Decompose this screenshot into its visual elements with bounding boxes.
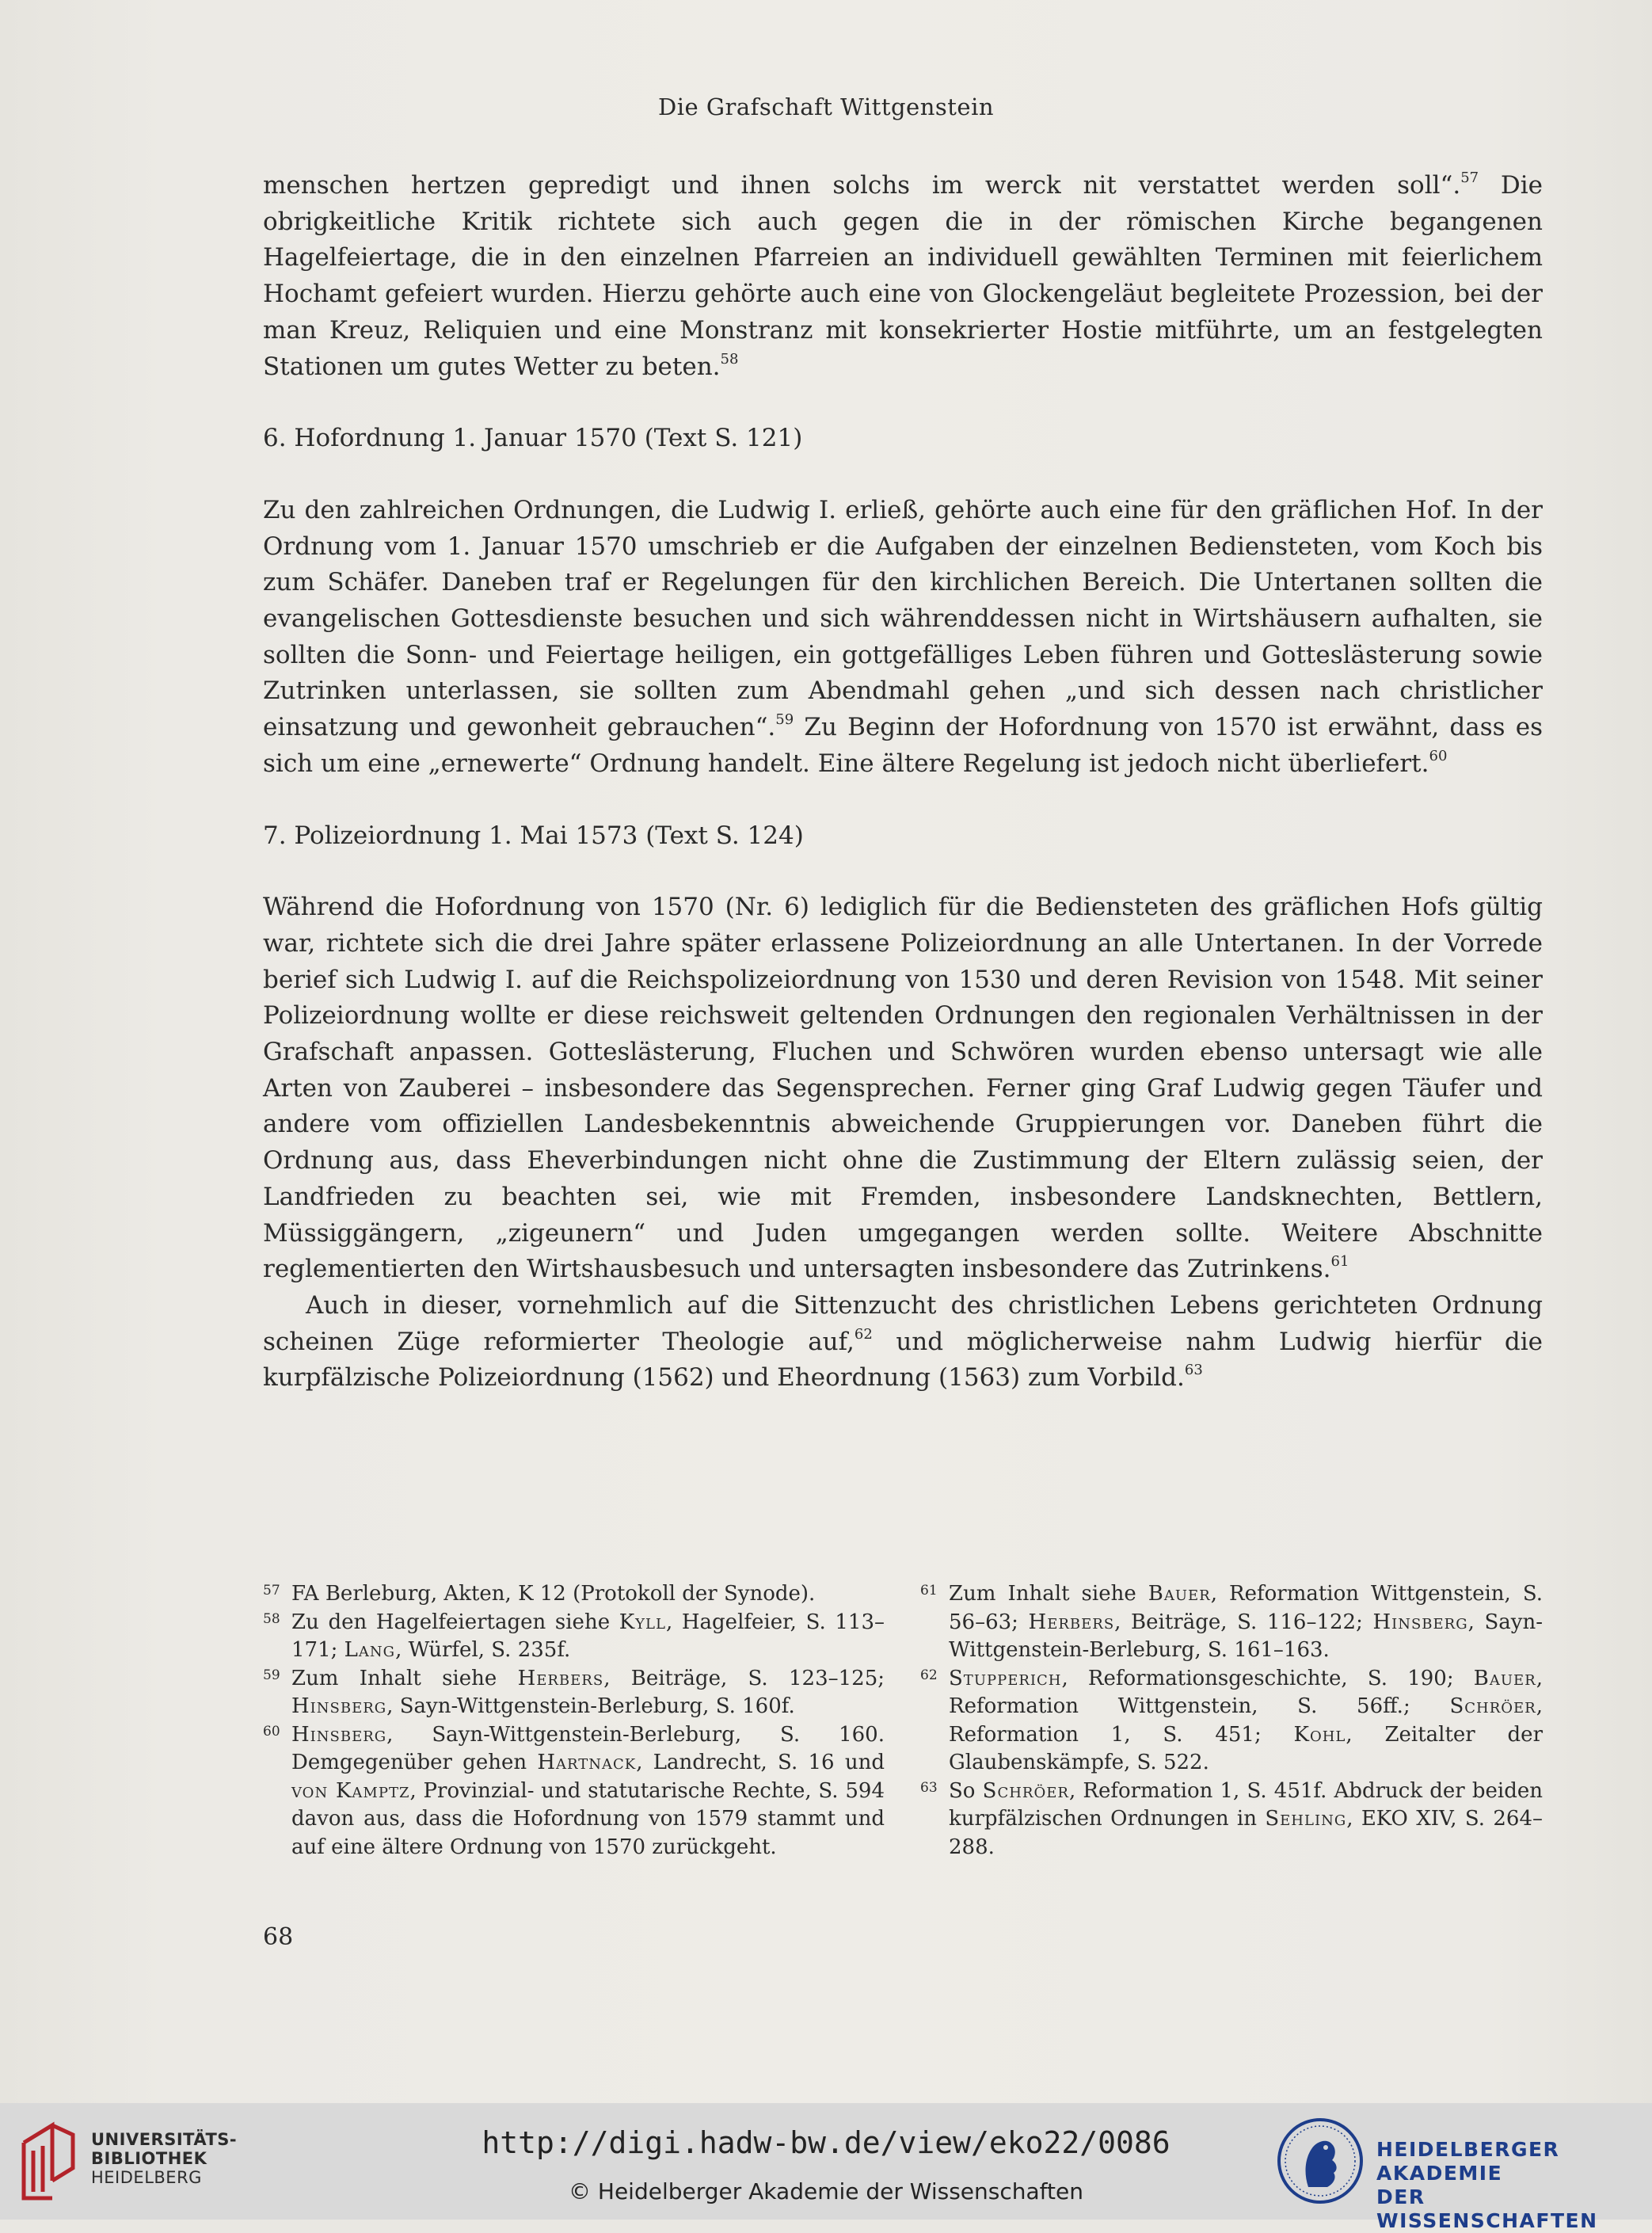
footnote-63: 63 So Schröer, Reformation 1, S. 451f. Abdruck der beiden kurpfälzischen Ordnungen in Sehling, EKO XIV, S. 264–288. — [920, 1778, 1544, 1859]
academy-seal-icon[interactable] — [1277, 2117, 1364, 2204]
footnote-ref-62[interactable]: 62 — [854, 1325, 873, 1343]
footnote-61: 61 Zum Inhalt siehe Bauer, Reformation Wittgenstein, S. 56–63; Herbers, Beiträge, S. 116–122; Hinsberg, Sayn-Wittgenstein-Berleburg, S. 161–163. — [920, 1582, 1543, 1662]
footnote-ref-57[interactable]: 57 — [1460, 170, 1479, 186]
footnote-ref-61[interactable]: 61 — [1330, 1253, 1349, 1271]
footnote-59: 59 Zum Inhalt siehe Herbers, Beiträge, S. 123–125; Hinsberg, Sayn-Wittgenstein-Berleburg, S. 160f. — [263, 1666, 885, 1718]
footnote-ref-60[interactable]: 60 — [1429, 747, 1448, 764]
footnote-62: 62 Stupperich, Reformationsgeschichte, S. 190; Bauer, Reformation Wittgenstein, S. 56ff.; Schröer, Reformation 1, S. 451; Kohl, Zeitalter der Glaubenskämpfe, S. 522. — [920, 1666, 1543, 1774]
footnotes-right-column — [920, 1580, 1543, 1861]
paragraph-2: Zu den zahlreichen Ordnungen, die Ludwig I. erließ, gehörte auch eine für den gräflichen Hof. In der Ordnung vom 1. Januar 1570 umschrieb er die Aufgaben der einzelnen Bediensteten, vom Koch bis zum Schäfer. Daneben traf er Regelungen für den kirchlichen Bereich. Die Untertanen sollten die evangelischen Gottesdienste besuchen und sich währenddessen nicht in Wirtshäusern aufhalten, sie sollten die Sonn- und Feiertage heiligen, ein gottgefälliges Leben führen und Gotteslästerung sowie Zutrinken unterlassen, sie sollten zum Abendmahl gehen „und sich dessen nach christlicher einsatzung und gewonheit gebrauchen“.$^{59}$ Zu Beginn der Hofordnung von 1570 ist erwähnt, dass es sich um eine „ernewerte“ Ordnung handelt. Eine ältere Regelung ist jedoch nicht überliefert.$^{60}$ — [263, 495, 1544, 778]
viewer-footer — [0, 2103, 1652, 2232]
university-library-name: UNIVERSITÄTS- BIBLIOTHEK HEIDELBERG — [91, 2130, 238, 2187]
paragraph-1: menschen hertzen gepredigt und ihnen solchs im werck nit verstattet werden soll“.$^{57}$ Die obrigkeitliche Kritik richtete sich auch gegen die in der römischen Kirche begangenen Hagelfeiertage, die in den einzelnen Pfarreien an individuell gewählten Terminen mit feierlichem Hochamt gefeiert wurden. Hierzu gehörte auch eine von Glockengeläut begleitete Prozession, bei der man Kreuz, Reliquien und eine Monstranz mit konsekrierter Hostie mitführte, um an festgelegten Stationen um gutes Wetter zu beten.$^{58}$ — [263, 170, 1543, 381]
footnote-ref-58[interactable]: 58 — [720, 350, 739, 368]
footnote-57: 57 FA Berleburg, Akten, K 12 (Protokoll der Synode). — [263, 1582, 816, 1606]
academy-name: HEIDELBERGER AKADEMIE DER WISSENSCHAFTEN — [1376, 2138, 1598, 2232]
section-heading-7: 7. Polizeiordnung 1. Mai 1573 (Text S. 124) — [263, 821, 804, 850]
section-heading-6: 6. Hofordnung 1. Januar 1570 (Text S. 121) — [263, 424, 803, 453]
main-text — [263, 168, 1543, 1397]
footnote-ref-59[interactable]: 59 — [775, 711, 794, 729]
footnote-60: 60 Hinsberg, Sayn-Wittgenstein-Berleburg, S. 160. Demgegenüber gehen Hartnack, Landrecht, S. 16 und von Kamptz, Provinzial- und statutarische Rechte, S. 594 davon aus, dass die Hofordnung von 1579 stammt und auf eine ältere Ordnung von 1570 zurückgeht. — [263, 1722, 885, 1859]
paragraph-4: Auch in dieser, vornehmlich auf die Sittenzucht des christlichen Lebens gerichteten Ordnung scheinen Züge reformierter Theologie auf,$^{62}$ und möglicherweise nahm Ludwig hierfür die kurpfälzische Polizeiordnung (1562) und Eheordnung (1563) zum Vorbild.$^{63}$ — [263, 1290, 1544, 1393]
page-number: 68 — [263, 1923, 294, 1951]
footnote-58: 58 Zu den Hagelfeiertagen siehe Kyll, Hagelfeier, S. 113–171; Lang, Würfel, S. 235f. — [263, 1610, 885, 1662]
copyright-notice: © Heidelberger Akademie der Wissenschaften — [568, 2178, 1083, 2204]
footnote-ref-63[interactable]: 63 — [1184, 1362, 1203, 1379]
paragraph-3: Während die Hofordnung von 1570 (Nr. 6) lediglich für die Bediensteten des gräflichen Hofs gültig war, richtete sich die drei Jahre später erlassene Polizeiordnung an alle Untertanen. In der Vorrede berief sich Ludwig I. auf die Reichspolizeiordnung von 1530 und deren Revision von 1548. Mit seiner Polizeiordnung wollte er diese reichsweit geltenden Ordnungen den regionalen Verhältnissen in der Grafschaft anpassen. Gotteslästerung, Fluchen und Schwören wurden ebenso untersagt wie alle Arten von Zauberei – insbesondere das Segensprechen. Ferner ging Graf Ludwig gegen Täufer und andere vom offiziellen Landesbekenntnis abweichende Gruppierungen vor. Daneben führt die Ordnung aus, dass Eheverbindungen nicht ohne die Zustimmung der Eltern zulässig seien, der Landfrieden zu beachten sei, wie mit Fremden, insbesondere Landsknechten, Bettlern, Müssiggängern, „zigeunern“ und Juden umgegangen werden sollte. Weitere Abschnitte reglementierten den Wirtshausbesuch und untersagten insbesondere das Zutrinkens.$^{61}$ — [263, 893, 1543, 1284]
document-url-link[interactable]: http://digi.hadw-bw.de/view/eko22/0086 — [482, 2125, 1170, 2160]
running-head: Die Grafschaft Wittgenstein — [657, 93, 995, 120]
footnotes-left-column — [263, 1580, 885, 1861]
